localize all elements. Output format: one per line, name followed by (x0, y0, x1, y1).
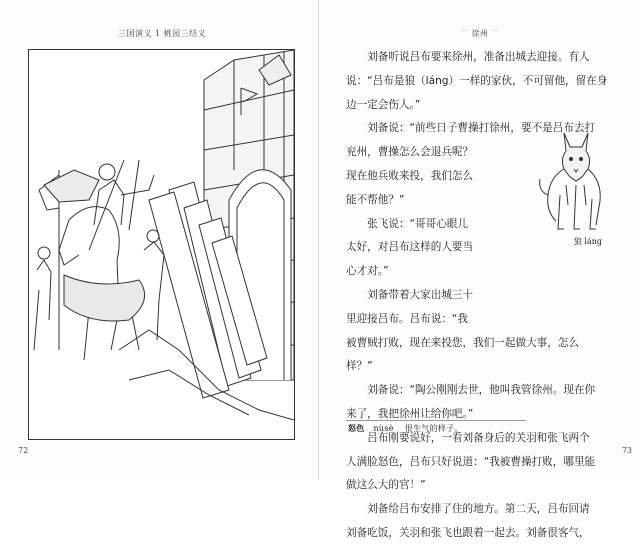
right-page (320, 0, 640, 539)
text-line: 刘备吃饭，关羽和张飞也跟着一起去。刘备很客气， (346, 526, 590, 539)
text-line: 刘备带着大家出城三十 (346, 288, 474, 301)
wolf-illustration (536, 125, 616, 235)
text-line: 边一定会伤人。” (346, 98, 421, 111)
text-line: 太好，对吕布这样的人要当 (346, 241, 474, 254)
wolf-drawing (536, 125, 616, 235)
chapter-title: 徐州 (471, 29, 489, 38)
text-line: 现在他兵败来投，我们怎么 (346, 169, 474, 182)
footnote-divider (346, 420, 526, 421)
wolf-caption: 狼 láng (573, 237, 602, 246)
story-text (346, 46, 616, 546)
text-line: 刘备听说吕布要来徐州，准备出城去迎接。有人 (346, 51, 590, 63)
left-page-header: 三国演义 1 桃园三结义 (118, 29, 207, 38)
text-line: 刘备给吕布安排了住的地方。第二天，吕布回请 (346, 503, 590, 516)
right-page-number: 73 (621, 446, 632, 455)
text-line: 被曹贼打败，现在来投您，我们一起做大事，怎么 (346, 336, 580, 349)
footnote-pinyin: nùsè (373, 424, 394, 433)
text-line: 心才对。” (346, 265, 389, 278)
text-line: 张飞说：“哥哥心眼儿 (346, 217, 469, 230)
left-page (0, 0, 319, 480)
text-line: 兖州，曹操怎么会退兵呢？ (346, 146, 474, 159)
text-line: 来了，我把徐州让给你吧。” (346, 407, 474, 420)
text-line: 刘备说：“陶公刚刚去世，他叫我管徐州。现在你 (346, 384, 596, 397)
header-ornament-right: ⌒ (491, 30, 500, 38)
text-line: 能不帮他？” (346, 193, 405, 206)
footnote-term: 怒色 (348, 423, 365, 433)
text-line: 吕布刚要说好，一看刘备身后的关羽和张飞两个 (346, 431, 590, 444)
left-page-number: 72 (18, 446, 29, 455)
right-page-header (438, 28, 522, 39)
text-line: 说：“吕布是狼（láng）一样的家伙，不可留他，留在身 (346, 74, 608, 87)
illustration-drawing (29, 50, 294, 439)
header-ornament-left: ⌒ (460, 30, 469, 38)
battle-illustration (28, 49, 295, 440)
text-line: 人满脸怒色，吕布只好说道：“我被曹操打败，哪里能 (346, 455, 596, 468)
text-line: 样？” (346, 360, 373, 373)
text-line: 做这么大的官！” (346, 479, 426, 492)
text-line: 里迎接吕布。吕布说：“我 (346, 312, 469, 325)
text-line: 刘备说：“前些日子曹操打徐州，要不是吕布去打 (346, 122, 596, 135)
footnote-definition: 很生气的样子。 (404, 424, 463, 433)
footnote (348, 423, 463, 434)
